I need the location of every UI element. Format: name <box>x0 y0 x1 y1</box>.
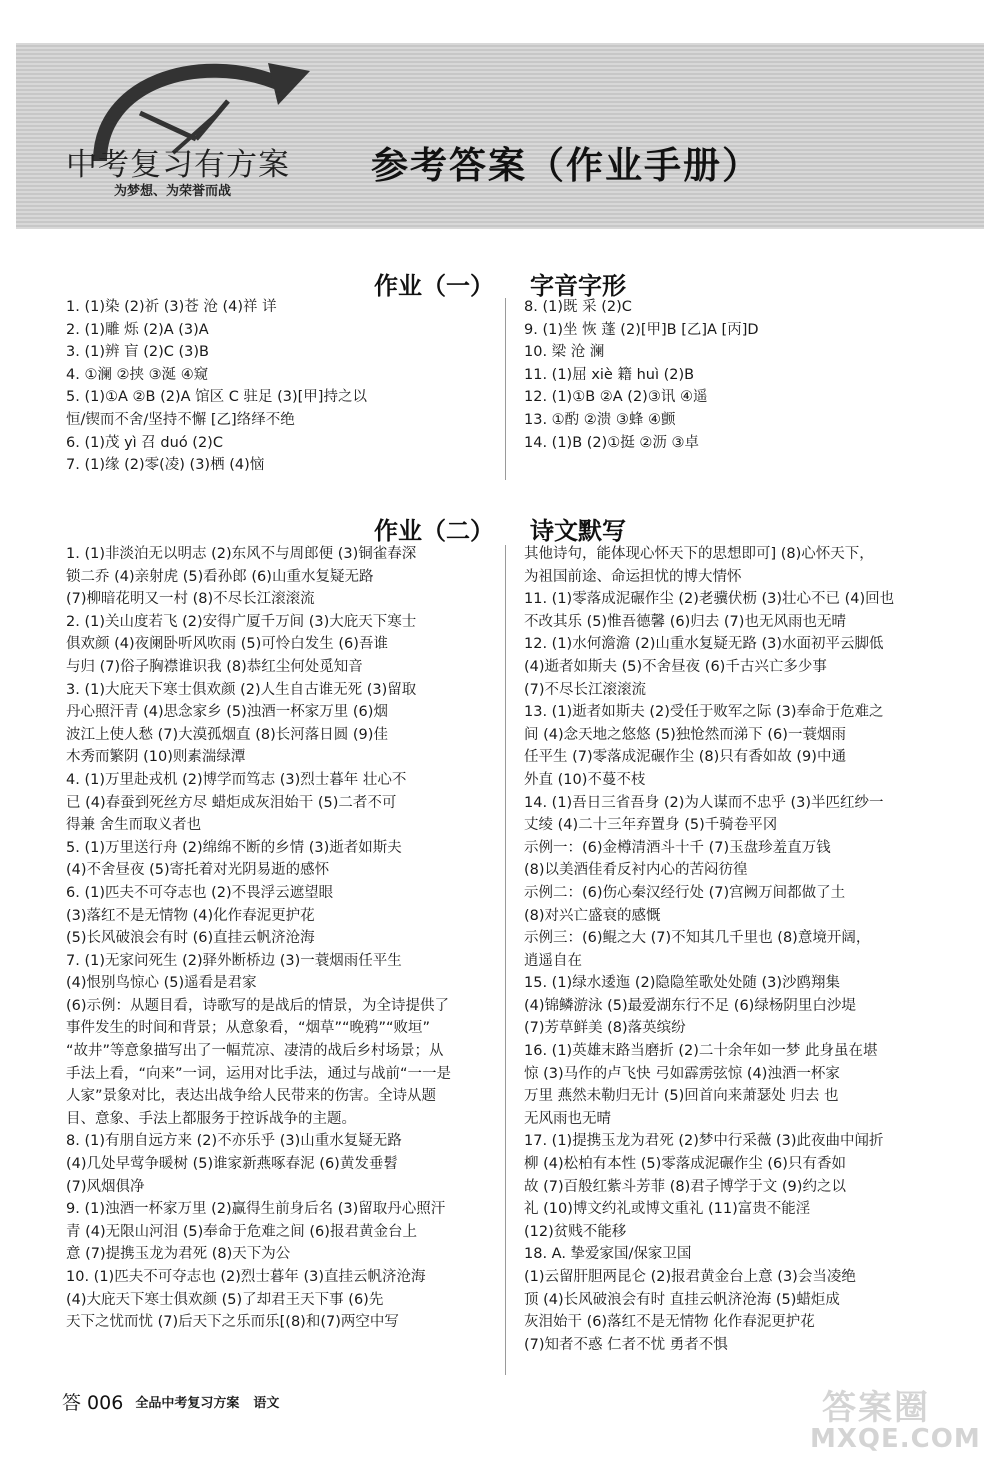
brand-slogan: 为梦想、为荣誉而战 <box>114 184 232 199</box>
answer-line: 4. (1)万里赴戎机 (2)博学而笃志 (3)烈士暮年 壮心不 <box>66 771 407 788</box>
watermark-url: MXQE.COM <box>810 1424 981 1454</box>
answer-line: 万里 燕然未勒归无计 (5)回首向来萧瑟处 归去 也 <box>524 1088 839 1105</box>
answer-line: (6)示例：从题目看，诗歌写的是战后的情景，为全诗提供了 <box>66 997 450 1014</box>
answer-line: 9. (1)坐 恢 蓬 (2)[甲]B [乙]A [丙]D <box>524 321 759 338</box>
answer-line: (7)风烟俱净 <box>66 1178 145 1195</box>
answer-line: 5. (1)①A ②B (2)A 馆区 C 驻足 (3)[甲]持之以 <box>66 389 367 406</box>
page-title: 参考答案（作业手册） <box>371 144 761 187</box>
answer-line: 逍遥自在 <box>524 952 582 969</box>
answer-line: 3. (1)大庇天下寒士俱欢颜 (2)人生自古谁无死 (3)留取 <box>66 681 417 698</box>
answer-line: 天下之忧而忧 (7)后天下之乐而乐[(8)和(7)两空中写 <box>66 1314 399 1331</box>
answer-line: 得兼 舍生而取义者也 <box>66 817 202 834</box>
answer-line: 1. (1)非淡泊无以明志 (2)东风不与周郎便 (3)铜雀春深 <box>66 546 417 562</box>
answer-line: 13. ①酌 ②溃 ③蜂 ④颤 <box>524 411 676 428</box>
answer-line: 15. (1)绿水逶迤 (2)隐隐笙歌处处随 (3)沙鸥翔集 <box>524 975 841 992</box>
answer-line: 8. (1)既 采 (2)C <box>524 299 632 315</box>
section-title-2 <box>0 511 1000 546</box>
answer-line: 18. A. 挚爱家国/保家卫国 <box>524 1246 692 1263</box>
answer-line: 10. 梁 沧 澜 <box>524 344 605 361</box>
answer-line: 1. (1)染 (2)祈 (3)苍 沧 (4)祥 详 <box>66 299 277 315</box>
answer-line: 丹心照汗青 (4)思念家乡 (5)浊酒一杯家万里 (6)烟 <box>66 704 388 721</box>
answer-line: (12)贫贱不能移 <box>524 1223 627 1240</box>
answer-line: 礼 (10)博文约礼或博文重礼 (11)富贵不能淫 <box>524 1201 811 1218</box>
answer-line: 俱欢颜 (4)夜阑卧听风吹雨 (5)可怜白发生 (6)吾谁 <box>66 636 388 653</box>
answer-line: 2. (1)雕 烁 (2)A (3)A <box>66 321 209 338</box>
answer-line: (3)落红不是无情物 (4)化作春泥更护花 <box>66 907 315 924</box>
answer-line: (1)云留肝胆两昆仑 (2)报君黄金台上意 (3)会当凌绝 <box>524 1269 856 1285</box>
answer-line: 无风雨也无晴 <box>524 1110 611 1127</box>
section-1-number: 作业（一） <box>374 272 494 300</box>
answer-line: 6. (1)茂 yì 召 duó (2)C <box>66 434 223 451</box>
section-2-number: 作业（二） <box>374 517 494 545</box>
answer-line: 其他诗句，能体现心怀天下的思想即可] (8)心怀天下， <box>524 546 874 562</box>
answer-line: 间 (4)念天地之悠悠 (5)独怆然而涕下 (6)一蓑烟雨 <box>524 726 846 743</box>
answer-line: (4)大庇天下寒士俱欢颜 (5)了却君王天下事 (6)先 <box>66 1291 384 1308</box>
answer-line: 恒/锲而不舍/坚持不懈 [乙]络绎不绝 <box>66 411 295 428</box>
answer-line <box>524 1356 954 1379</box>
answer-line: 示例三：(6)鲲之大 (7)不知其几千里也 (8)意境开阔， <box>524 930 871 947</box>
answer-line: (7)不尽长江滚滚流 <box>524 681 647 698</box>
answer-line: 人家”景象对比，表达出战争给人民带来的伤害。全诗从题 <box>66 1088 437 1105</box>
answer-line: 目、意象、手法上都服务于控诉战争的主题。 <box>66 1110 356 1127</box>
answer-line: 8. (1)有朋自远方来 (2)不亦乐乎 (3)山重水复疑无路 <box>66 1133 402 1150</box>
answer-line: 任平生 (7)零落成泥碾作尘 (8)只有香如故 (9)中通 <box>524 749 846 766</box>
answer-line: 木秀而繁阴 (10)则素湍绿潭 <box>66 749 246 766</box>
answer-line: (4)不舍昼夜 (5)寄托着对光阴易逝的感怀 <box>66 862 330 879</box>
answer-line: “故井”等意象描写出了一幅荒凉、凄清的战后乡村场景；从 <box>66 1043 444 1060</box>
answer-line: 与归 (7)俗子胸襟谁识我 (8)恭红尘何处觅知音 <box>66 658 363 675</box>
answer-line: (7)柳暗花明又一村 (8)不尽长江滚滚流 <box>66 591 315 608</box>
column-divider <box>505 298 506 480</box>
answer-line: 6. (1)匹夫不可夺志也 (2)不畏浮云遮望眼 <box>66 884 334 901</box>
answer-line: 7. (1)无家问死生 (2)驿外断桥边 (3)一蓑烟雨任平生 <box>66 952 402 969</box>
section-1-left-column <box>66 296 494 477</box>
book-series: 全品中考复习方案 <box>135 1395 240 1411</box>
answer-line: 5. (1)万里送行舟 (2)绵绵不断的乡情 (3)逝者如斯夫 <box>66 839 402 856</box>
answer-line: (4)几处早莺争暖树 (5)谁家新燕啄春泥 (6)黄发垂髫 <box>66 1156 398 1173</box>
column-divider <box>505 545 506 1375</box>
answer-line: 3. (1)辨 盲 (2)C (3)B <box>66 344 209 361</box>
answer-line: 灰泪始干 (6)落红不是无情物 化作春泥更护花 <box>524 1314 815 1331</box>
answer-line: 9. (1)浊酒一杯家万里 (2)赢得生前身后名 (3)留取丹心照汗 <box>66 1201 446 1218</box>
answer-line: 不改其乐 (5)惟吾德馨 (6)归去 (7)也无风雨也无晴 <box>524 613 846 630</box>
answer-line: 13. (1)逝者如斯夫 (2)受任于败军之际 (3)奉命于危难之 <box>524 704 884 721</box>
answer-line: (8)以美酒佳肴反衬内心的苦闷彷徨 <box>524 862 748 879</box>
answer-line: 青 (4)无限山河泪 (5)奉命于危难之间 (6)报君黄金台上 <box>66 1223 417 1240</box>
answer-line: (5)长风破浪会有时 (6)直挂云帆济沧海 <box>66 930 315 947</box>
answer-line: (4)锦鳞游泳 (5)最爱湖东行不足 (6)绿杨阴里白沙堤 <box>524 997 856 1014</box>
header-banner <box>16 43 984 229</box>
answer-line: 柳 (4)松柏有本性 (5)零落成泥碾作尘 (6)只有香如 <box>524 1156 846 1173</box>
answer-line: 7. (1)缘 (2)零(凌) (3)栖 (4)恼 <box>66 457 265 474</box>
book-subject: 语文 <box>253 1395 280 1411</box>
answer-line: 12. (1)①B ②A (2)③讯 ④遥 <box>524 389 708 406</box>
answer-line: 顶 (4)长风破浪会有时 直挂云帆济沧海 (5)蜡炬成 <box>524 1291 840 1308</box>
answer-line: 10. (1)匹夫不可夺志也 (2)烈士暮年 (3)直挂云帆济沧海 <box>66 1269 426 1285</box>
answer-line: 为祖国前途、命运担忧的博大情怀 <box>524 568 742 585</box>
section-1-topic: 字音字形 <box>530 272 626 300</box>
answer-line: 波江上使人愁 (7)大漠孤烟直 (8)长河落日圆 (9)佳 <box>66 726 388 743</box>
answer-line: 意 (7)提携玉龙为君死 (8)天下为公 <box>66 1246 291 1263</box>
section-2-left-column <box>66 543 494 1334</box>
answer-line: 示例二：(6)伤心秦汉经行处 (7)宫阙万间都做了土 <box>524 884 846 901</box>
answer-line: 14. (1)吾日三省吾身 (2)为人谋而不忠乎 (3)半匹红纱一 <box>524 794 884 811</box>
answer-line: (7)知者不惑 仁者不忧 勇者不惧 <box>524 1336 728 1353</box>
brand-title: 中考复习有方案 <box>66 147 290 183</box>
answer-line: 事件发生的时间和背景；从意象看，“烟草”“晚鸦”“败垣” <box>66 1020 431 1037</box>
answer-line: 惊 (3)马作的卢飞快 弓如霹雳弦惊 (4)浊酒一杯家 <box>524 1065 840 1082</box>
answer-line: 14. (1)B (2)①挺 ②沥 ③卓 <box>524 434 700 451</box>
answer-line: 12. (1)水何澹澹 (2)山重水复疑无路 (3)水面初平云脚低 <box>524 636 884 653</box>
answer-line: 11. (1)屈 xiè 籍 huì (2)B <box>524 366 695 383</box>
page-footer <box>62 1389 279 1413</box>
answer-line: 丈绫 (4)二十三年弃置身 (5)千骑卷平冈 <box>524 817 778 834</box>
answer-line: 故 (7)百般红紫斗芳菲 (8)君子博学于文 (9)约之以 <box>524 1178 846 1195</box>
answer-line: (4)逝者如斯夫 (5)不舍昼夜 (6)千古兴亡多少事 <box>524 658 827 675</box>
answer-line: (7)芳草鲜美 (8)落英缤纷 <box>524 1020 686 1037</box>
page-number: 答 006 <box>62 1391 124 1414</box>
answer-line: (4)恨别鸟惊心 (5)遥看是君家 <box>66 975 257 992</box>
answer-line: 锁二乔 (4)亲射虎 (5)看孙郎 (6)山重水复疑无路 <box>66 568 374 585</box>
answer-line: (8)对兴亡盛衰的感慨 <box>524 907 661 924</box>
section-2-topic: 诗文默写 <box>530 517 626 545</box>
answer-line: 17. (1)提携玉龙为君死 (2)梦中行采薇 (3)此夜曲中闻折 <box>524 1133 884 1150</box>
answer-line: 已 (4)春蚕到死丝方尽 蜡炬成灰泪始干 (5)二者不可 <box>66 794 397 811</box>
watermark-logo-text: 答案圈 <box>822 1388 930 1428</box>
answer-line: 2. (1)关山度若飞 (2)安得广厦千万间 (3)大庇天下寒士 <box>66 613 417 630</box>
answer-line: 示例一：(6)金樽清酒斗十千 (7)玉盘珍羞直万钱 <box>524 839 831 856</box>
answer-line: 16. (1)英雄末路当磨折 (2)二十余年如一梦 此身虽在堪 <box>524 1043 878 1060</box>
answer-line: 4. ①澜 ②挟 ③涎 ④窥 <box>66 366 209 383</box>
answer-line: 手法上看，“向来”一词，运用对比手法，通过与战前“一一是 <box>66 1065 452 1082</box>
answer-line: 外直 (10)不蔓不枝 <box>524 771 646 788</box>
answer-line: 11. (1)零落成泥碾作尘 (2)老骥伏枥 (3)壮心不已 (4)回也 <box>524 591 895 608</box>
section-1-right-column <box>524 296 954 454</box>
site-watermark <box>790 1380 985 1460</box>
section-2-right-column <box>524 543 954 1379</box>
